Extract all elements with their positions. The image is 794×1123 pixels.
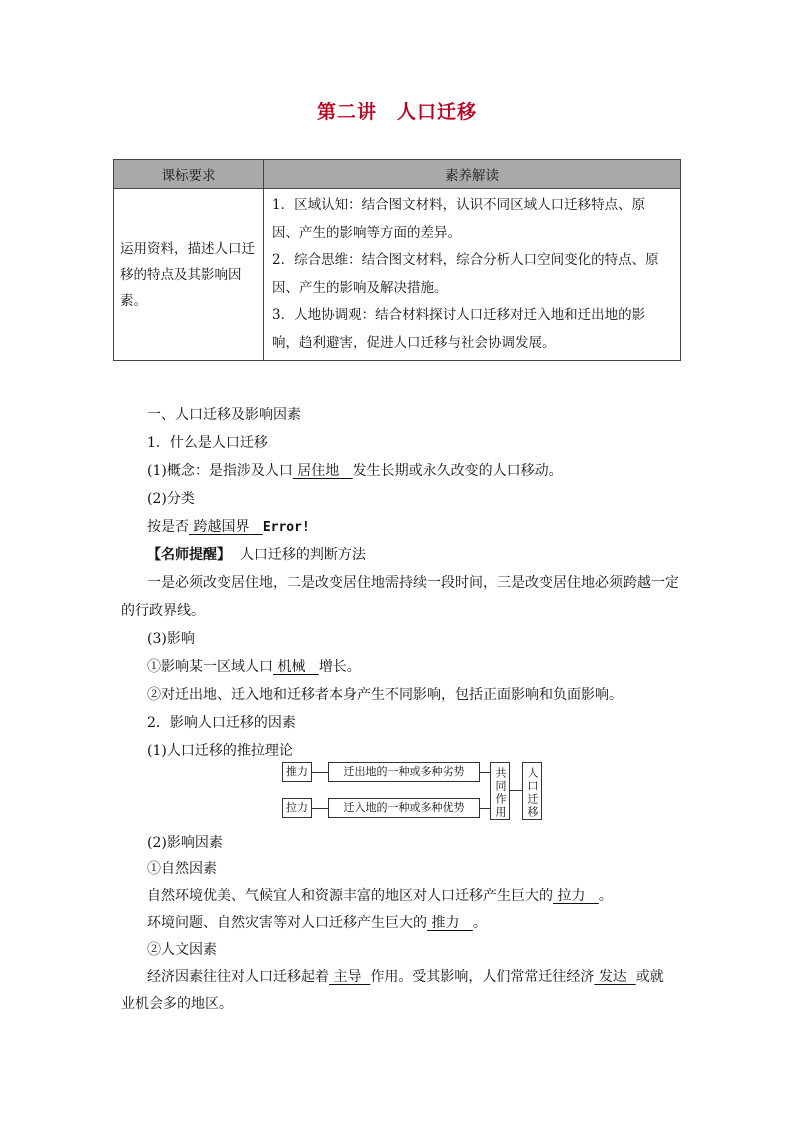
human-line: 经济因素往往对人口迁移起着 主导 作用。受其影响，人们常常迁往经济 发达 或就 [147, 969, 664, 985]
natural-line: 自然环境优美、气候宜人和资源丰富的地区对人口迁移产生巨大的 拉力 。 [147, 888, 613, 904]
table-cell-requirement: 运用资料，描述人口迁移的特点及其影响因素。 [114, 189, 264, 361]
pull-desc-box: 迁入地的一种或多种优势 [328, 798, 480, 818]
error-text: Error! [262, 520, 310, 535]
natural-heading: ①自然因素 [147, 861, 217, 877]
literacy-item: 3．人地协调观：结合材料探讨人口迁移对迁入地和迁出地的影响，趋利避害，促进人口迁移与社会协调发展。 [272, 307, 646, 351]
push-desc-box: 迁出地的一种或多种劣势 [328, 762, 480, 782]
tip-text-line: 的行政界线。 [121, 603, 205, 619]
curriculum-table [113, 159, 681, 361]
page-title: 第二讲 人口迁移 [316, 101, 477, 123]
section-heading: 一、人口迁移及影响因素 [147, 407, 301, 423]
classify-line: 按是否 跨越国界 Error! [147, 519, 310, 535]
literacy-item: 2．综合思维：结合图文材料，综合分析人口空间变化的特点、原因、产生的影响及解决措施。 [272, 252, 659, 296]
human-heading: ②人文因素 [147, 942, 217, 958]
push-box: 推力 [282, 762, 312, 782]
joint-action-box: 共同作用 [490, 762, 510, 820]
table-cell-literacy [264, 189, 681, 361]
pull-box: 拉力 [282, 798, 312, 818]
effect-heading: (3)影响 [147, 631, 195, 647]
answer-blank: 跨越国界 [193, 519, 250, 535]
concept-line: (1)概念：是指涉及人口 居住地 发生长期或永久改变的人口移动。 [147, 463, 563, 479]
answer-blank: 推力 [431, 915, 460, 931]
migration-box: 人口迁移 [522, 762, 542, 820]
natural-line: 环境问题、自然灾害等对人口迁移产生巨大的 推力 。 [147, 915, 487, 931]
answer-blank: 居住地 [297, 463, 340, 479]
answer-blank: 主导 [333, 969, 362, 985]
table-header-literacy: 素养解读 [264, 160, 681, 189]
answer-blank: 拉力 [557, 888, 586, 904]
tip-text-line: 一是必须改变居住地，二是改变居住地需持续一段时间，三是改变居住地必须跨越一定 [147, 575, 679, 591]
subsection-heading: 1．什么是人口迁移 [147, 435, 268, 451]
subsection-heading: 2．影响人口迁移的因素 [147, 715, 296, 731]
table-header-requirement: 课标要求 [114, 160, 264, 189]
teacher-tip: 【名师提醒】 人口迁移的判断方法 [147, 547, 366, 563]
classify-heading: (2)分类 [147, 491, 195, 507]
theory-heading: (1)人口迁移的推拉理论 [147, 743, 293, 759]
answer-blank: 发达 [598, 969, 627, 985]
human-line: 业机会多的地区。 [121, 996, 233, 1012]
effect-line: ②对迁出地、迁入地和迁移者本身产生不同影响，包括正面影响和负面影响。 [147, 687, 623, 703]
literacy-item: 1．区域认知：结合图文材料，认识不同区域人口迁移特点、原因、产生的影响等方面的差异。 [272, 197, 646, 241]
factors-heading: (2)影响因素 [147, 835, 223, 851]
answer-blank: 机械 [277, 659, 306, 675]
effect-line: ①影响某一区域人口 机械 增长。 [147, 659, 361, 675]
